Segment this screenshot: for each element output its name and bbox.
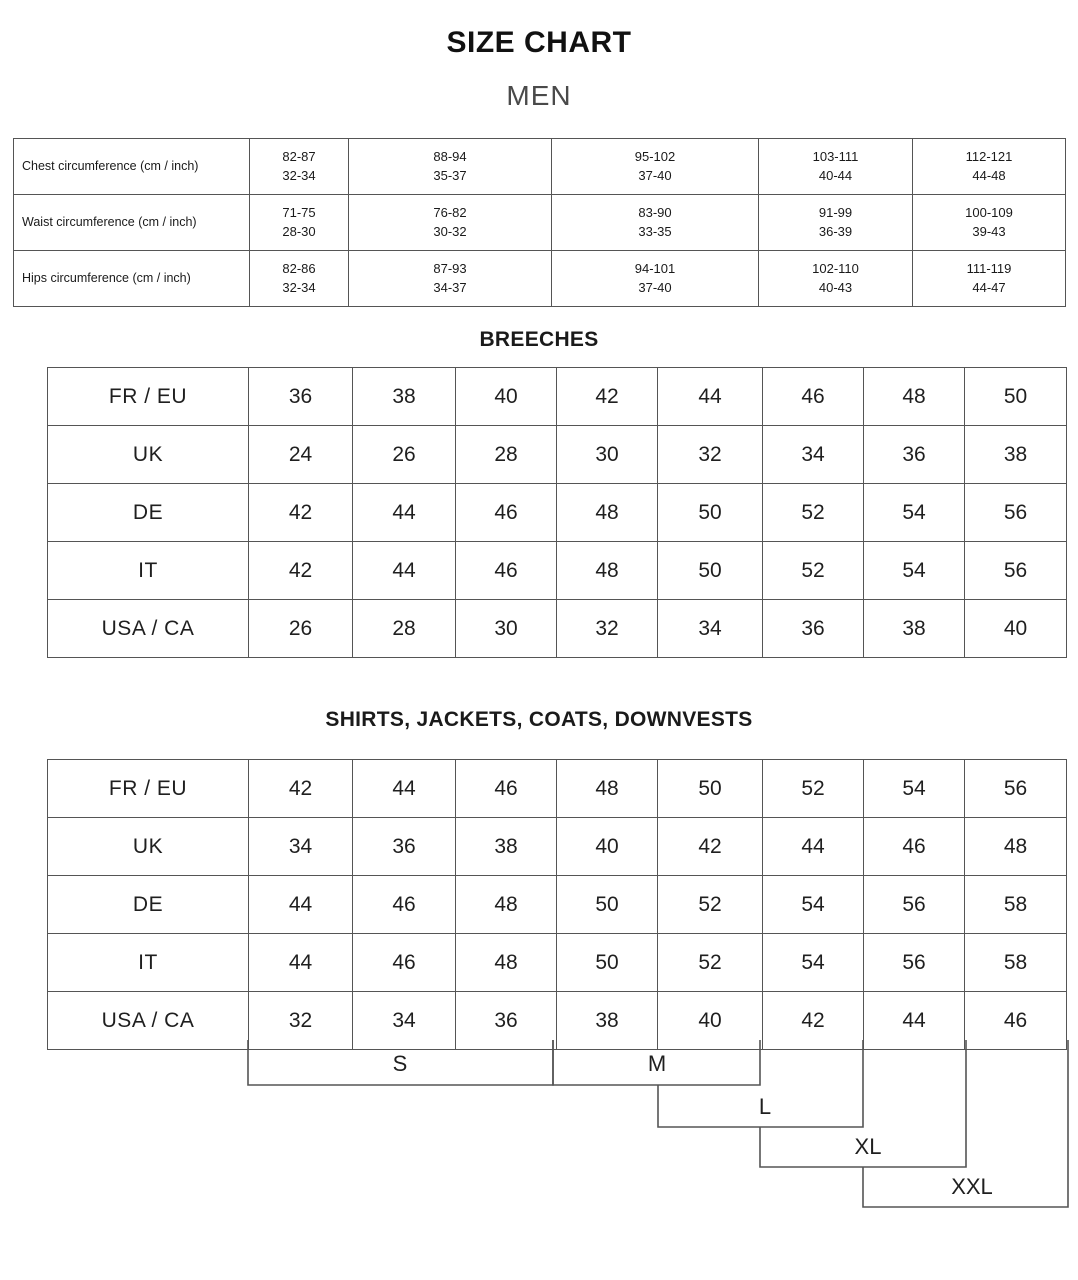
size-cell: 50 [658,542,763,600]
size-cell: 44 [249,876,353,934]
row-label: UK [48,426,249,484]
table-row [48,818,1067,876]
table-row [14,195,1066,251]
bracket-xl [760,1040,966,1167]
size-cell: 48 [965,818,1067,876]
measurement-cell [250,139,349,195]
measurement-cell [913,139,1066,195]
size-cell: 32 [557,600,658,658]
size-cell: 42 [557,368,658,426]
measurement-cell [552,139,759,195]
table-row [48,876,1067,934]
size-cell: 48 [557,542,658,600]
table-row [48,368,1067,426]
table-row [48,934,1067,992]
value-inch: 30-32 [433,223,467,239]
size-cell: 42 [658,818,763,876]
table-row [14,251,1066,307]
value-inch: 32-34 [282,167,316,183]
size-cell: 48 [557,484,658,542]
size-cell: 44 [658,368,763,426]
value-inch: 28-30 [282,223,316,239]
value-inch: 37-40 [638,279,672,295]
table-row [48,426,1067,484]
measurement-label: Waist circumference (cm / inch) [14,195,250,251]
size-cell: 52 [763,542,864,600]
size-cell: 50 [557,934,658,992]
table-row [14,139,1066,195]
value-cm: 87-93 [433,260,467,276]
value-cm: 94-101 [634,260,676,276]
row-label: IT [48,934,249,992]
size-cell: 38 [965,426,1067,484]
size-cell: 42 [763,992,864,1050]
size-cell: 46 [456,760,557,818]
size-cell: 44 [353,760,456,818]
measurement-cell [552,195,759,251]
size-cell: 44 [249,934,353,992]
size-cell: 42 [249,542,353,600]
measurement-cell [349,195,552,251]
value-cm: 112-121 [965,148,1013,164]
size-cell: 48 [456,876,557,934]
size-cell: 44 [763,818,864,876]
size-cell: 44 [864,992,965,1050]
size-cell: 56 [965,484,1067,542]
size-cell: 34 [353,992,456,1050]
size-cell: 40 [557,818,658,876]
breeches-size-table [47,367,1067,658]
value-cm: 82-87 [282,148,316,164]
measurement-cell [913,195,1066,251]
measurement-label: Hips circumference (cm / inch) [14,251,250,307]
row-label: DE [48,876,249,934]
size-cell: 52 [658,934,763,992]
letter-size-m: M [647,1051,667,1076]
row-label: IT [48,542,249,600]
shirts-section-title: SHIRTS, JACKETS, COATS, DOWNVESTS [325,708,753,731]
size-cell: 54 [864,760,965,818]
size-cell: 30 [456,600,557,658]
value-inch: 39-43 [972,223,1006,239]
value-inch: 44-47 [972,279,1006,295]
measurement-cell [552,251,759,307]
value-inch: 35-37 [433,167,467,183]
size-cell: 42 [249,484,353,542]
shirts-size-table [47,759,1067,1050]
size-cell: 28 [456,426,557,484]
size-cell: 28 [353,600,456,658]
row-label: USA / CA [48,600,249,658]
size-cell: 36 [249,368,353,426]
value-inch: 32-34 [282,279,316,295]
size-cell: 40 [658,992,763,1050]
size-cell: 50 [658,760,763,818]
size-cell: 34 [658,600,763,658]
size-cell: 36 [864,426,965,484]
measurement-cell [250,251,349,307]
size-cell: 46 [763,368,864,426]
size-cell: 48 [557,760,658,818]
value-inch: 40-43 [818,279,853,295]
size-cell: 36 [353,818,456,876]
row-label: USA / CA [48,992,249,1050]
breeches-section-title: BREECHES [479,328,599,351]
size-cell: 38 [557,992,658,1050]
size-cell: 26 [353,426,456,484]
measurement-cell [759,251,913,307]
value-cm: 76-82 [433,204,467,220]
size-cell: 36 [763,600,864,658]
table-row [48,484,1067,542]
size-cell: 44 [353,542,456,600]
value-cm: 111-119 [966,260,1012,276]
size-cell: 32 [658,426,763,484]
bracket-xxl [863,1040,1068,1207]
size-cell: 46 [353,876,456,934]
size-cell: 50 [658,484,763,542]
size-cell: 52 [763,484,864,542]
measurement-cell [759,139,913,195]
size-cell: 32 [249,992,353,1050]
size-cell: 52 [763,760,864,818]
value-inch: 44-48 [972,167,1006,183]
measurement-label: Chest circumference (cm / inch) [14,139,250,195]
page-title: SIZE CHART [446,26,632,59]
size-cell: 38 [456,818,557,876]
size-cell: 30 [557,426,658,484]
measurement-cell [759,195,913,251]
row-label: DE [48,484,249,542]
size-cell: 56 [864,934,965,992]
value-cm: 95-102 [634,148,676,164]
row-label: UK [48,818,249,876]
value-cm: 83-90 [638,204,672,220]
measurement-cell [349,251,552,307]
value-cm: 91-99 [818,204,853,220]
size-cell: 50 [557,876,658,934]
value-inch: 34-37 [433,279,467,295]
value-cm: 82-86 [282,260,316,276]
size-cell: 54 [864,542,965,600]
measurement-cell [913,251,1066,307]
page-subtitle: MEN [506,80,572,111]
size-cell: 46 [864,818,965,876]
letter-size-s: S [392,1051,408,1076]
size-cell: 48 [456,934,557,992]
table-row [48,542,1067,600]
size-cell: 46 [456,484,557,542]
value-cm: 100-109 [965,204,1013,220]
size-cell: 44 [353,484,456,542]
size-cell: 50 [965,368,1067,426]
value-inch: 37-40 [638,167,672,183]
size-cell: 36 [456,992,557,1050]
value-cm: 103-111 [812,148,859,164]
measurement-cell [250,195,349,251]
size-cell: 46 [965,992,1067,1050]
value-cm: 71-75 [282,204,316,220]
value-inch: 33-35 [638,223,672,239]
size-cell: 56 [965,760,1067,818]
table-row [48,600,1067,658]
letter-size-xxl: XXL [951,1174,993,1199]
value-inch: 40-44 [818,167,853,183]
measurement-cell [349,139,552,195]
size-cell: 38 [353,368,456,426]
size-cell: 34 [249,818,353,876]
size-cell: 46 [353,934,456,992]
size-cell: 46 [456,542,557,600]
body-measurements-table [13,138,1066,307]
bracket-l [658,1040,863,1127]
size-cell: 54 [763,876,864,934]
size-cell: 34 [763,426,864,484]
size-cell: 58 [965,876,1067,934]
size-cell: 42 [249,760,353,818]
letter-size-xl: XL [854,1134,882,1159]
table-row [48,992,1067,1050]
size-cell: 58 [965,934,1067,992]
size-cell: 24 [249,426,353,484]
letter-size-l: L [758,1094,772,1119]
size-cell: 54 [763,934,864,992]
value-cm: 102-110 [812,260,859,276]
size-cell: 48 [864,368,965,426]
size-cell: 26 [249,600,353,658]
size-cell: 40 [965,600,1067,658]
value-cm: 88-94 [433,148,467,164]
size-cell: 40 [456,368,557,426]
row-label: FR / EU [48,760,249,818]
size-cell: 38 [864,600,965,658]
size-cell: 56 [965,542,1067,600]
value-inch: 36-39 [818,223,853,239]
size-cell: 54 [864,484,965,542]
row-label: FR / EU [48,368,249,426]
size-cell: 56 [864,876,965,934]
size-cell: 52 [658,876,763,934]
table-row [48,760,1067,818]
